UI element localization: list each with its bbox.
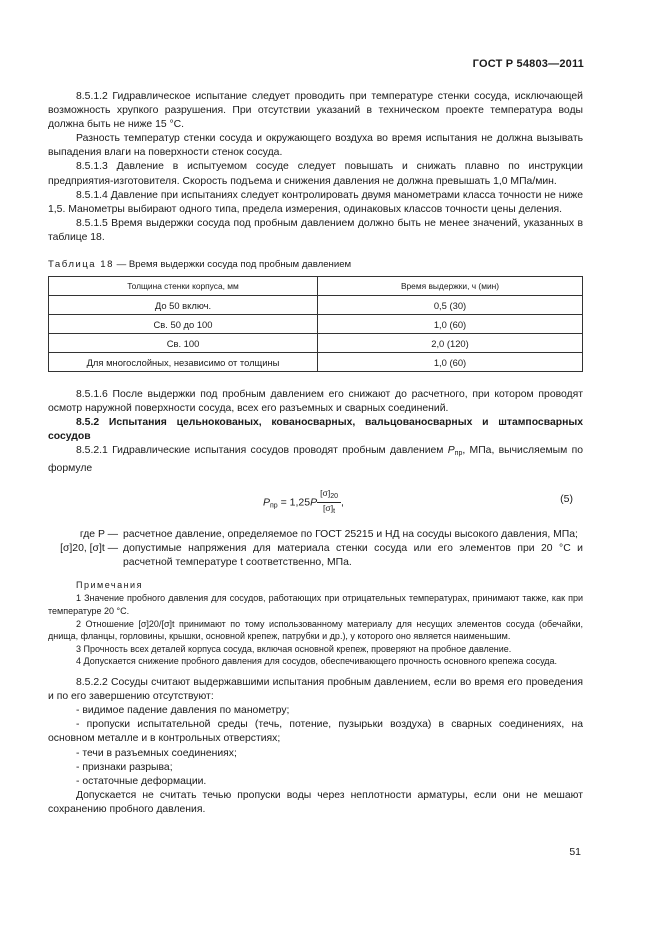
numerator-sigma: [σ] bbox=[320, 487, 331, 498]
list-item: - остаточные деформации. bbox=[76, 775, 207, 787]
formula-p: P bbox=[310, 495, 318, 508]
paragraph-8521-text-b: , МПа, вычисляемым по формуле bbox=[48, 445, 583, 474]
paragraph-leak-exception: Допускается не считать течью пропуски воды через неплотности арматуры, если они не мешают сохранению пробного давления. bbox=[48, 789, 583, 815]
standard-header: ГОСТ Р 54803—2011 bbox=[472, 58, 584, 70]
table-cell: Св. 100 bbox=[49, 334, 318, 353]
paragraph-8512: 8.5.1.2 Гидравлическое испытание следует проводить при температуре стенки сосуда, исключающей возможность хрупкого разрушения. При отсутствии указаний в техническом проекте температура воды должна быть не ниже 15 °С. bbox=[48, 91, 583, 131]
note-item: 3 Прочность всех деталей корпуса сосуда, включая основной крепеж, проверяют на пробное давление. bbox=[76, 643, 512, 654]
note-item: 2 Отношение [σ]20/[σ]t принимают по тому использованному материалу для несущих элементов сосуда (обечайки, днища, фланцы, горловины, крышки, основной крепеж, патрубки и др.), у которого оно является наименьшим. bbox=[48, 618, 583, 642]
table-cell: 1,0 (60) bbox=[318, 315, 583, 334]
table-header-row bbox=[49, 277, 583, 296]
definition-row bbox=[48, 542, 583, 570]
numerator-subscript: 20 bbox=[330, 492, 339, 500]
table-caption-label: Таблица 18 bbox=[48, 259, 114, 271]
formula-5 bbox=[48, 482, 583, 522]
section-heading-852: 8.5.2 Испытания цельнокованых, кованосварных, вальцованосварных и штампосварных сосудов bbox=[48, 417, 583, 443]
table-caption bbox=[48, 259, 583, 270]
formula-coefficient: = 1,25 bbox=[277, 495, 311, 508]
formula-numerator bbox=[317, 488, 341, 503]
table-row bbox=[49, 353, 583, 372]
list-item: - пропуски испытательной среды (течь, потение, пузырьки воздуха) в сварных соединениях, на основном металле и в контрольных отверстиях; bbox=[48, 719, 583, 745]
table-header-cell: Время выдержки, ч (мин) bbox=[318, 277, 583, 296]
formula-number: (5) bbox=[560, 492, 573, 505]
definition-text: допустимые напряжения для материала стенки сосуда или его элементов при 20 °С и расчетной температуре t соответственно, МПа. bbox=[123, 542, 583, 568]
definition-symbol: где P — bbox=[79, 528, 118, 540]
note-item: 1 Значение пробного давления для сосудов, работающих при отрицательных температурах, принимают также, как при температуре 20 °С. bbox=[48, 593, 583, 617]
paragraph-8516: 8.5.1.6 После выдержки под пробным давлением его снижают до расчетного, при котором проводят осмотр наружной поверхности сосуда, всех его разъемных и сварных соединений. bbox=[48, 389, 583, 415]
symbol-p-subscript: пр bbox=[454, 450, 463, 458]
denominator-subscript: t bbox=[333, 507, 336, 515]
denominator-sigma: [σ] bbox=[323, 502, 334, 513]
note-item: 4 Допускается снижение пробного давления для сосудов, обеспечивающего прочность основного крепежа сосуда. bbox=[76, 656, 558, 667]
paragraph-temperature-difference: Разность температур стенки сосуда и окружающего воздуха во время испытания не должна вызывать выпадения влаги на поверхности стенок сосуда. bbox=[48, 133, 583, 159]
symbol-p: P bbox=[447, 445, 455, 457]
table-row bbox=[49, 334, 583, 353]
formula-expression bbox=[263, 488, 344, 517]
table-caption-text: — Время выдержки сосуда под пробным давлением bbox=[113, 259, 352, 271]
paragraph-8515: 8.5.1.5 Время выдержки сосуда под пробным давлением должно быть не менее значений, указанных в таблице 18. bbox=[48, 217, 583, 243]
holding-time-table bbox=[48, 276, 583, 372]
variable-definitions bbox=[48, 528, 583, 570]
table-row bbox=[49, 296, 583, 315]
table-cell: Св. 50 до 100 bbox=[49, 315, 318, 334]
formula-tail: , bbox=[341, 495, 344, 508]
definition-row bbox=[48, 528, 583, 542]
definition-symbol: [σ]20, [σ]t — bbox=[60, 542, 118, 554]
list-item: - течи в разъемных соединениях; bbox=[76, 747, 237, 759]
formula-lhs: P bbox=[263, 495, 271, 508]
document-body bbox=[48, 90, 583, 817]
table-cell: 2,0 (120) bbox=[318, 334, 583, 353]
definition-text: расчетное давление, определяемое по ГОСТ 25215 и НД на сосуды высокого давления, МПа; bbox=[123, 528, 578, 540]
notes-title: Примечания bbox=[76, 579, 143, 590]
formula-fraction bbox=[317, 488, 341, 517]
table-cell: Для многослойных, независимо от толщины bbox=[49, 353, 318, 372]
table-cell: До 50 включ. bbox=[49, 296, 318, 315]
paragraph-8514: 8.5.1.4 Давление при испытаниях следует контролировать двумя манометрами класса точности не ниже 1,5. Манометры выбирают одного типа, предела измерения, одинаковых классов точности цены деления. bbox=[48, 189, 583, 215]
table-row bbox=[49, 315, 583, 334]
page-number: 51 bbox=[569, 846, 581, 858]
table-header-cell: Толщина стенки корпуса, мм bbox=[49, 277, 318, 296]
paragraph-8521 bbox=[48, 444, 583, 475]
table-cell: 0,5 (30) bbox=[318, 296, 583, 315]
section-8522 bbox=[48, 676, 583, 817]
table-cell: 1,0 (60) bbox=[318, 353, 583, 372]
formula-lhs-subscript: пр bbox=[270, 501, 278, 509]
paragraph-8513: 8.5.1.3 Давление в испытуемом сосуде следует повышать и снижать плавно по инструкции предприятия-изготовителя. Скорость подъема и снижения давления не должна превышать 1,0 МПа/мин. bbox=[48, 161, 583, 187]
list-item: - видимое падение давления по манометру; bbox=[76, 705, 290, 717]
notes-block bbox=[48, 579, 583, 668]
list-item: - признаки разрыва; bbox=[76, 761, 173, 773]
formula-denominator bbox=[317, 503, 341, 517]
paragraph-8522: 8.5.2.2 Сосуды считают выдержавшими испытания пробным давлением, если во время его проведения и по его завершению отсутствуют: bbox=[48, 677, 583, 703]
paragraph-8521-text-a: 8.5.2.1 Гидравлические испытания сосудов проводят пробным давлением bbox=[76, 445, 448, 457]
